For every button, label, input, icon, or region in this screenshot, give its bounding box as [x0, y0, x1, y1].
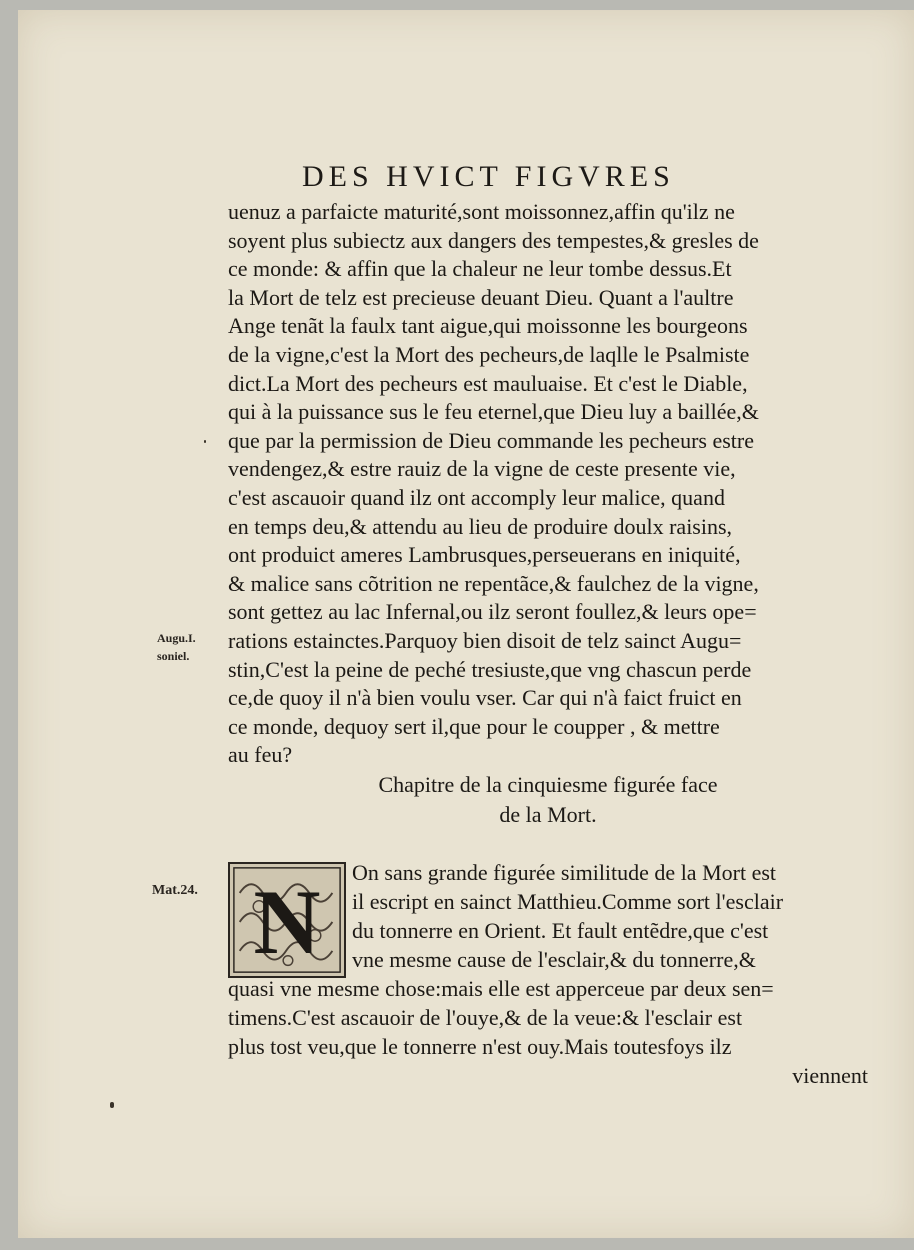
text-line: On sans grande figurée similitude de la Mort est: [352, 860, 777, 885]
text-line: qui à la puissance sus le feu eternel,que Dieu luy a baillée,&: [228, 399, 759, 425]
text-line: plus tost veu,que le tonnerre n'est ouy.Mais toutesfoys ilz: [228, 1034, 732, 1059]
text-line: de la vigne,c'est la Mort des pecheurs,de laqlle le Psalmiste: [228, 341, 750, 367]
text-line: stin,C'est la peine de peché tresiuste,que vng chascun perde: [228, 656, 752, 682]
text-line: soyent plus subiectz aux dangers des tempestes,& gresles de: [228, 227, 759, 253]
text-line: ce monde: & affin que la chaleur ne leur tombe dessus.Et: [228, 256, 732, 282]
text-line: au feu?: [228, 742, 293, 768]
text-line: il escript en sainct Matthieu.Comme sort l'esclair: [352, 889, 784, 914]
text-line: sont gettez au lac Infernal,ou ilz seront foullez,& leurs ope=: [228, 599, 757, 625]
running-head: DES HVICT FIGVRES: [302, 160, 675, 193]
margin-note: Mat.24.: [152, 883, 198, 898]
text-line: timens.C'est ascauoir de l'ouye,& de la veue:& l'esclair est: [228, 1005, 743, 1030]
catchword: viennent: [792, 1063, 868, 1088]
initial-letter: N: [253, 870, 321, 974]
text-line: uenuz a parfaicte maturité,sont moissonnez,affin qu'ilz ne: [228, 199, 735, 224]
text-line: du tonnerre en Orient. Et fault entẽdre,que c'est: [352, 918, 769, 943]
margin-note: soniel.: [157, 649, 190, 663]
text-line: ont produict ameres Lambrusques,perseuerans en iniquité,: [228, 542, 741, 568]
chapter-heading-line: Chapitre de la cinquiesme figurée face: [378, 772, 718, 797]
text-line: c'est ascauoir quand ilz ont accomply leur malice, quand: [228, 484, 725, 510]
paragraph-1: [228, 198, 868, 770]
paragraph-2: [228, 858, 868, 1090]
text-line: dict.La Mort des pecheurs est mauluaise. Et c'est le Diable,: [228, 370, 748, 396]
ink-speck: [204, 440, 206, 443]
ink-speck: [110, 1102, 114, 1108]
text-line: ce,de quoy il n'à bien voulu vser. Car qui n'à faict fruict en: [228, 685, 742, 711]
text-line: que par la permission de Dieu commande les pecheurs estre: [228, 427, 754, 453]
chapter-heading-line: de la Mort.: [499, 802, 597, 827]
text-line: quasi vne mesme chose:mais elle est apperceue par deux sen=: [228, 976, 774, 1001]
margin-note: Augu.I.: [157, 631, 196, 645]
text-line: vendengez,& estre rauiz de la vigne de ceste presente vie,: [228, 456, 736, 482]
text-line: Ange tenãt la faulx tant aigue,qui moissonne les bourgeons: [228, 313, 748, 339]
text-line: la Mort de telz est precieuse deuant Dieu. Quant a l'aultre: [228, 284, 734, 310]
text-line: ce monde, dequoy sert il,que pour le coupper , & mettre: [228, 713, 720, 739]
text-line: & malice sans cõtrition ne repentãce,& faulchez de la vigne,: [228, 570, 759, 596]
text-line: vne mesme cause de l'esclair,& du tonnerre,&: [352, 947, 756, 972]
text-line: en temps deu,& attendu au lieu de produire doulx raisins,: [228, 513, 733, 539]
text-line: rations estainctes.Parquoy bien disoit de telz sainct Augu=: [228, 627, 742, 653]
